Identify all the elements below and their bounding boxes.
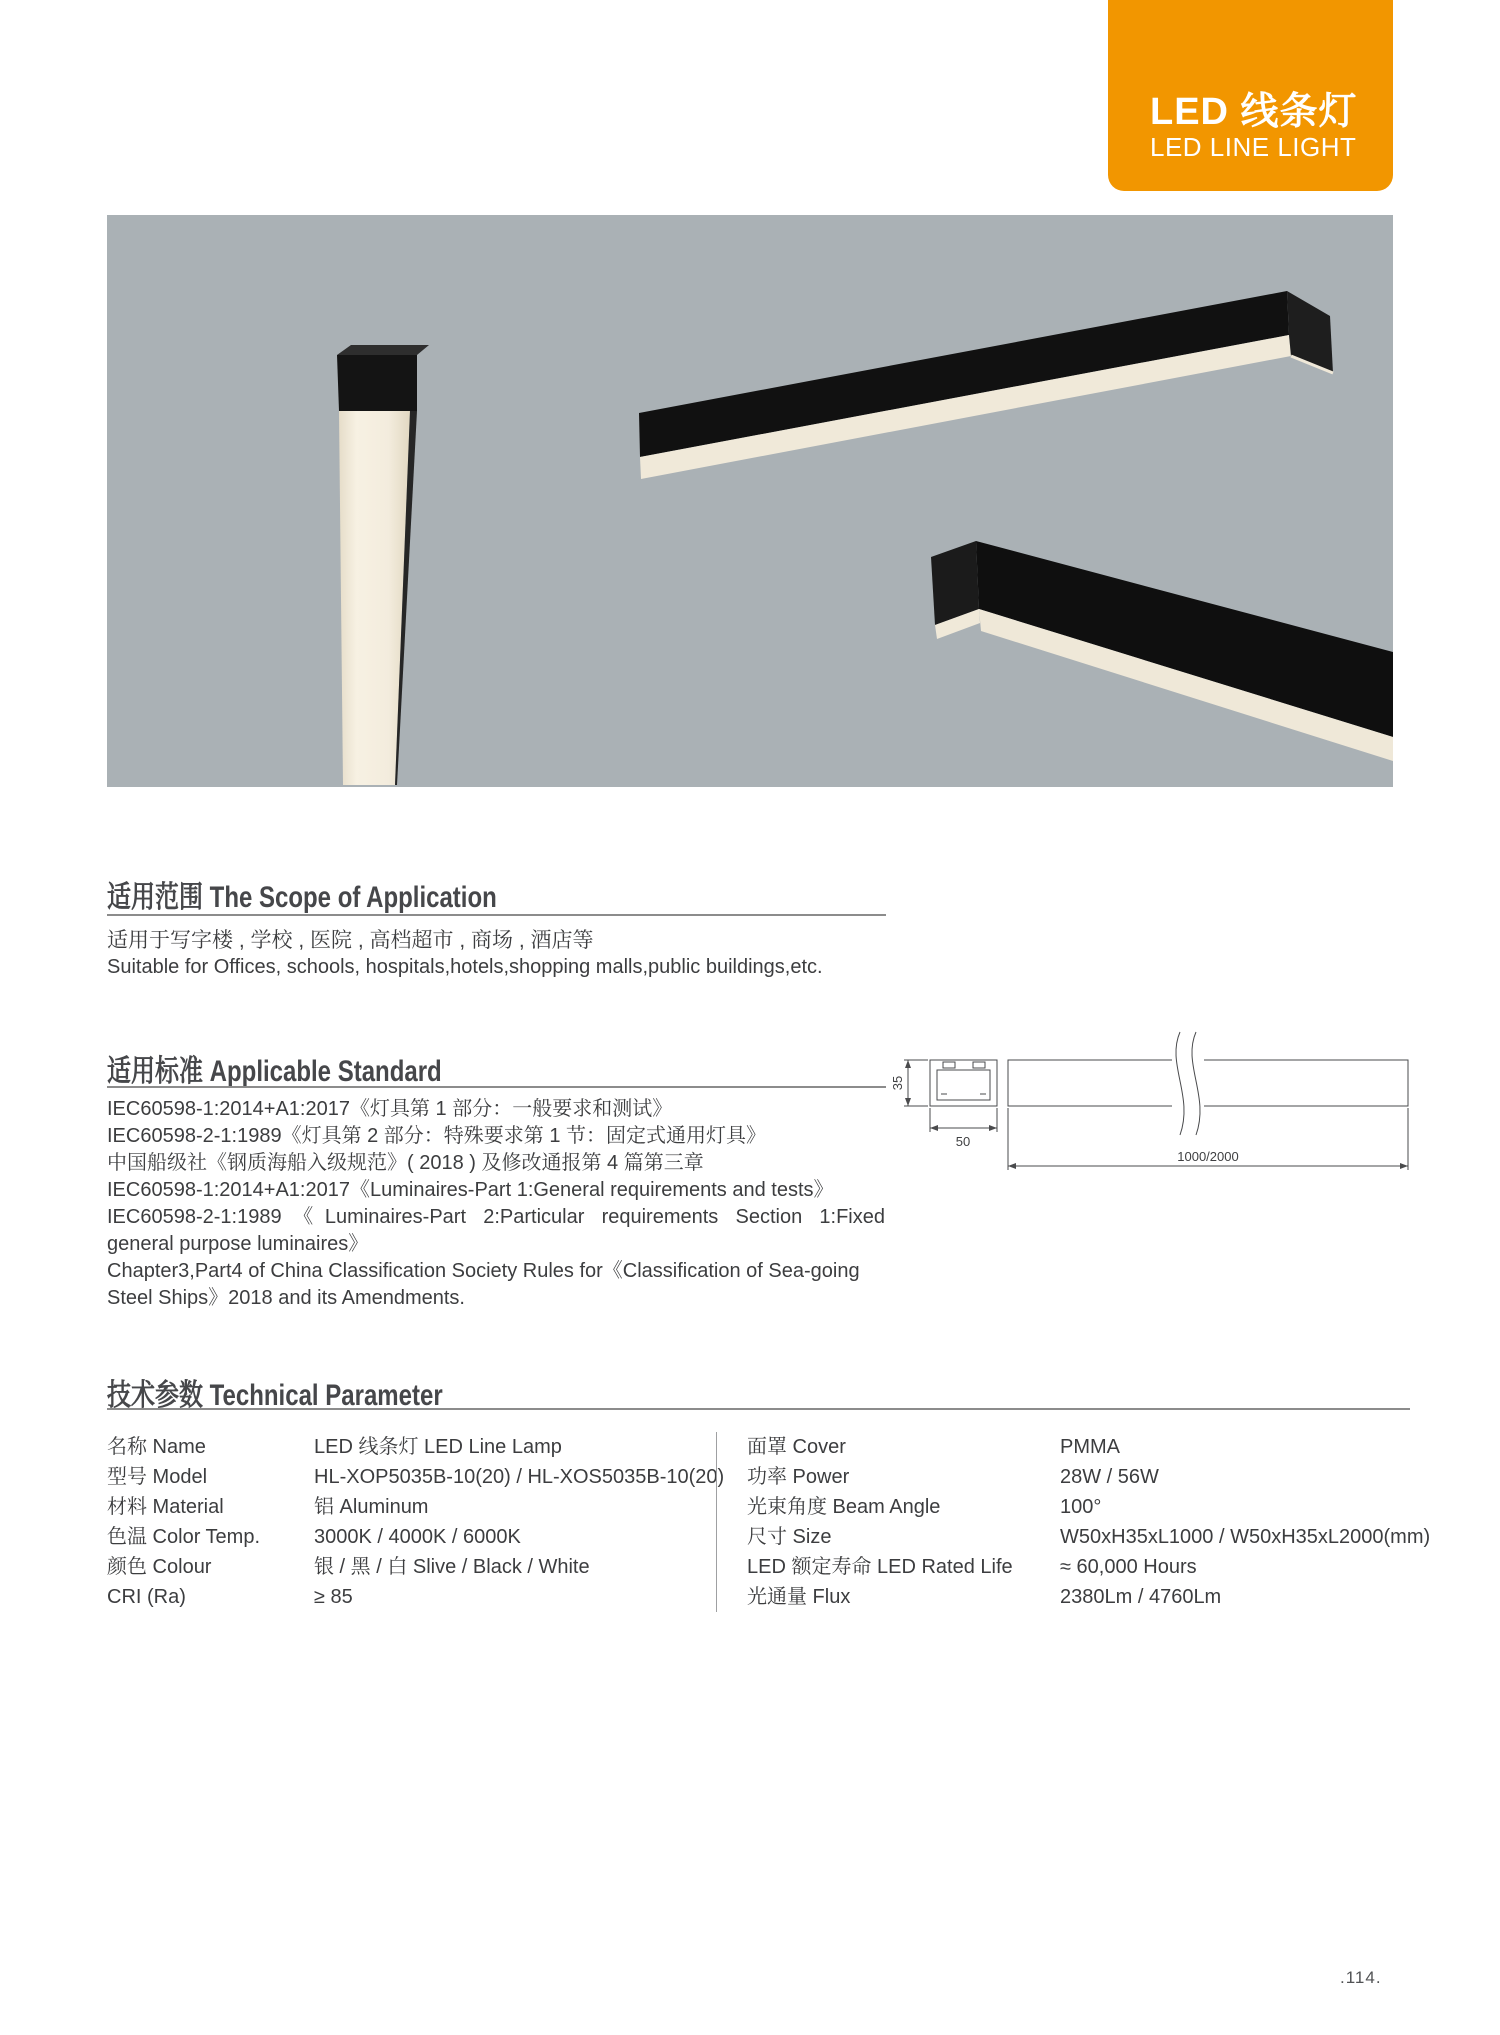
dimension-drawing <box>860 1020 1420 1185</box>
standard-line: IEC60598-2-1:1989《灯具第 2 部分：特殊要求第 1 节：固定式通用灯具》 <box>107 1125 767 1147</box>
parameters-heading-rule <box>107 1408 1410 1410</box>
param-label: CRI (Ra) <box>107 1586 186 1608</box>
table-row <box>107 1582 724 1612</box>
param-label: 尺寸 Size <box>747 1526 832 1548</box>
param-value: ≈ 60,000 Hours <box>1060 1556 1197 1578</box>
badge-title-en: LED LINE LIGHT <box>1150 132 1357 162</box>
table-row <box>747 1582 1430 1612</box>
param-label: 光通量 Flux <box>747 1586 851 1608</box>
scope-text-zh: 适用于写字楼 , 学校 , 医院 , 高档超市 , 商场 , 酒店等 <box>107 929 594 952</box>
scope-heading: 适用范围 The Scope of Application <box>107 881 497 914</box>
lamp-vertical <box>337 345 429 785</box>
param-value: ≥ 85 <box>314 1586 353 1608</box>
drawing-height-label: 35 <box>890 1075 905 1091</box>
standard-line: general purpose luminaires》 <box>107 1233 369 1255</box>
drawing-width-label: 50 <box>955 1134 971 1149</box>
parameters-table-left <box>107 1432 724 1612</box>
lamp-lower-diagonal <box>931 541 1393 761</box>
param-value: 铝 Aluminum <box>314 1496 429 1518</box>
table-row <box>747 1462 1430 1492</box>
param-label: 色温 Color Temp. <box>107 1526 261 1548</box>
param-value: 28W / 56W <box>1060 1466 1159 1488</box>
param-label: 面罩 Cover <box>747 1436 846 1458</box>
standard-line: IEC60598-2-1:1989《Luminaires-Part 2:Particular requirements Section 1:Fixed <box>107 1206 885 1228</box>
standard-line: IEC60598-1:2014+A1:2017《灯具第 1 部分：一般要求和测试》 <box>107 1098 673 1120</box>
table-row <box>107 1432 724 1462</box>
param-value: 2380Lm / 4760Lm <box>1060 1586 1222 1608</box>
table-row <box>747 1432 1430 1462</box>
table-row <box>107 1492 724 1522</box>
dimension-drawing-svg <box>860 1020 1420 1185</box>
param-value: 3000K / 4000K / 6000K <box>314 1526 521 1548</box>
scope-text-en: Suitable for Offices, schools, hospitals,hotels,shopping malls,public buildings,etc. <box>107 956 823 978</box>
param-label: 型号 Model <box>107 1466 208 1488</box>
param-label: 材料 Material <box>107 1496 224 1518</box>
table-row <box>747 1492 1430 1522</box>
led-line-lights-illustration <box>107 215 1393 787</box>
standard-heading: 适用标准 Applicable Standard <box>107 1055 442 1088</box>
param-label: 颜色 Colour <box>107 1556 212 1578</box>
param-value: PMMA <box>1060 1436 1120 1458</box>
table-row <box>747 1552 1430 1582</box>
standard-heading-rule <box>107 1086 886 1088</box>
standard-line: 中国船级社《钢质海船入级规范》( 2018 ) 及修改通报第 4 篇第三章 <box>107 1152 704 1174</box>
badge-title-zh: LED 线条灯 <box>1150 91 1358 133</box>
table-row <box>107 1552 724 1582</box>
lamp-upper-diagonal <box>639 291 1333 479</box>
product-photo <box>107 215 1393 787</box>
param-value: HL-XOP5035B-10(20) / HL-XOS5035B-10(20) <box>314 1466 725 1488</box>
standard-lines <box>107 1096 885 1312</box>
parameters-heading: 技术参数 Technical Parameter <box>107 1379 443 1412</box>
table-row <box>107 1462 724 1492</box>
param-label: 功率 Power <box>747 1466 850 1488</box>
parameters-table-right <box>747 1432 1430 1612</box>
table-row <box>747 1522 1430 1552</box>
drawing-length-label: 1000/2000 <box>1177 1149 1239 1164</box>
param-label: 光束角度 Beam Angle <box>747 1496 941 1518</box>
param-value: W50xH35xL1000 / W50xH35xL2000(mm) <box>1060 1526 1431 1548</box>
header-badge <box>1108 0 1393 191</box>
table-row <box>107 1522 724 1552</box>
param-label: 名称 Name <box>107 1436 206 1458</box>
page-number: .114. <box>1340 1968 1382 1987</box>
table-column-divider <box>716 1432 717 1612</box>
standard-line: IEC60598-1:2014+A1:2017《Luminaires-Part 1:General requirements and tests》 <box>107 1179 834 1201</box>
param-label: LED 额定寿命 LED Rated Life <box>747 1556 1013 1578</box>
standard-line: Chapter3,Part4 of China Classification Society Rules for《Classification of Sea-going <box>107 1260 860 1282</box>
param-value: 银 / 黑 / 白 Slive / Black / White <box>314 1556 590 1578</box>
param-value: LED 线条灯 LED Line Lamp <box>314 1436 562 1458</box>
param-value: 100° <box>1060 1496 1102 1518</box>
standard-line: Steel Ships》2018 and its Amendments. <box>107 1287 465 1309</box>
scope-heading-rule <box>107 914 886 916</box>
